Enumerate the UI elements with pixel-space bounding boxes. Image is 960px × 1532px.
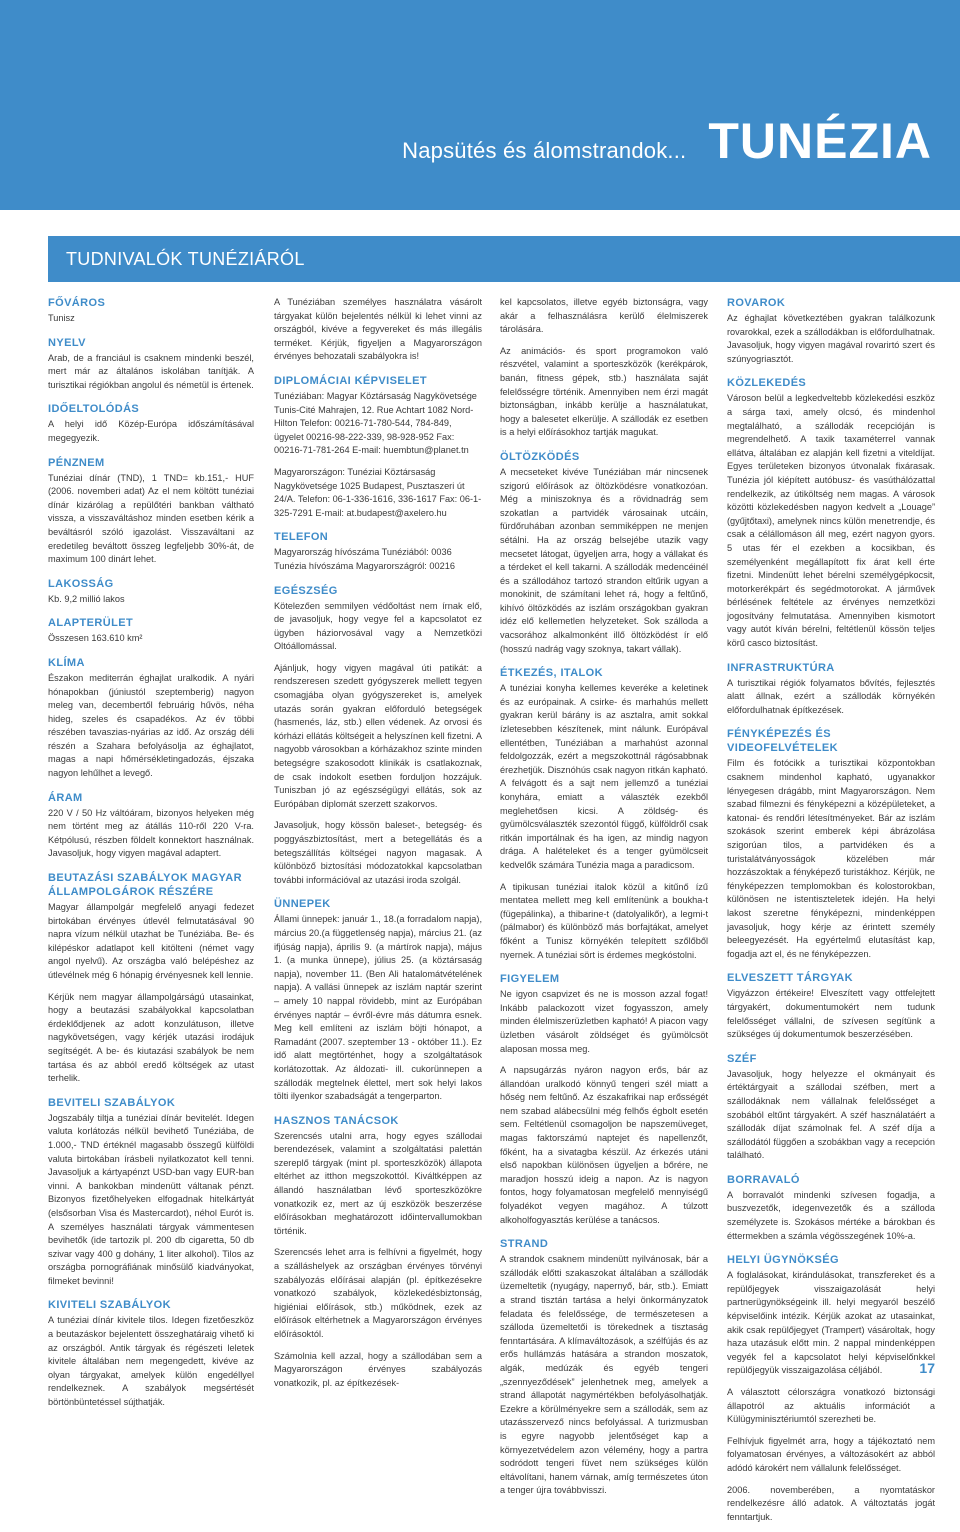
health-text-3: Javasoljuk, hogy kössön baleset-, betegség- és poggyászbiztosítást, mert a betegellátás és a betegszállítás költségei nagyon magasak. A különböző biztosítási módozatokkal kapcsolatban további információval az utazási iroda szolgál. xyxy=(274,820,482,885)
tips-heading: HASZNOS TANÁCSOK xyxy=(274,1114,399,1127)
local-agency-text-4: 2006. novemberében, a nyomtatáskor rendelkezésre álló adatok. A változtatás jogát fenntartjuk. xyxy=(727,1484,935,1522)
transport-heading: KÖZLEKEDÉS xyxy=(727,377,807,390)
attention-heading: FIGYELEM xyxy=(500,973,560,986)
banner-title xyxy=(402,112,932,170)
phone-text: Magyarország hívószáma Tunéziából: 0036 Tunézia hívószáma Magyarországról: 00216 xyxy=(274,547,455,571)
banner-tagline: Napsütés és álomstrandok... xyxy=(402,138,687,163)
animation-text: Az animációs- és sport programokon való részvétel, valamint a sporteszközök (kerékpárok, banán, fitness gépek, stb.) használata saját felelősségre történik. Amennyiben nem érzi magát biztonságban, inkább kerülje a használatukat, hogy a balesetet elkerülje. A szállodák ez esetben is a helyi előírásokhoz tartják magukat. xyxy=(500,345,708,438)
local-agency-text-1: A foglalásokat, kirándulásokat, transzfereket és a repülőjegyek visszaigazolását helyi partnerügynökségeink ill. helyi megyaról beszélő képviselőink intézik. Kérjük azokat az utasainkat, akik csak repülőjegyet (Trampert) vásároltak, hogy haza utazásuk előtt min. 2 nappal mindenképpen vegyék fel a kapcsolatot helyi képviselőnkkel repülőjegyük visszaigazolása céljából. xyxy=(727,1270,935,1376)
diplomacy-text-hungary: Magyarországon: Tunéziai Köztársaság Nagykövetsége 1025 Budapest, Pusztaszeri út 24/A. Telefon: 06-1-336-1616, 336-1617 Fax: 06-1-325-7291 E-mail: at.budapest@axelero.hu xyxy=(274,466,482,518)
column-4 xyxy=(727,296,935,1532)
insects-heading: ROVAROK xyxy=(727,297,786,309)
tips-text-1: Szerencsés utalni arra, hogy egyes szállodai berendezések, valamint a szolgáltatási palettán szereplő tárgyak (mint pl. sporteszközök) állapota eltérhet az itthon megszokottól. Kiváltképpen az állandó használatban lévő sporteszközökre vonatkozik ez, mert az új eszközök beszerzése előírásokban meghatározott időintervallumokban történik. xyxy=(274,1130,482,1236)
section-title: TUDNIVALÓK TUNÉZIÁRÓL xyxy=(66,249,305,269)
power-heading: ÁRAM xyxy=(48,791,83,804)
capital-heading: FŐVÁROS xyxy=(48,297,106,309)
transport-text: Városon belül a legkedveltebb közlekedési eszköz a sárga taxi, amely olcsó, és mindenhol megtalálható, a szállodák recepcióján is megrendelhető. A taxik taxaméterrel vannak ellátva, általában ez alapján kell fizetni a viteldíjat. Egyes területeken bizonyos útvonalak fixárasak. Tunézia jól kiépített autóbusz- és vasúthálózattal rendelkezik, az útiköltség nem magas. A városok közötti közlekedésben nagyon kedvelt a „Louage” (gyűjtőtaxi), amelynek nincs külön menetrendje, és csak a célállomáson áll meg, ezért nagyon gyors. 5 utas fér el ezekben a kocsikban, és személyenként megállapított fix árat kell érte fizetni. Mindenütt lehet bérelni személygépkocsit, motorkerékpárt és segédmotorokat. A járművek bérlésének feltétele az érvényes nemzetközi jogosítvány felmutatása. Amennyiben kismotort vagy autót kíván bérelni, feltétlenül kössön teljes körű casco biztosítást. xyxy=(727,393,935,649)
import-rules-heading: BEVITELI SZABÁLYOK xyxy=(48,1096,176,1109)
health-heading: EGÉSZSÉG xyxy=(274,584,338,597)
language-text: Arab, de a franciául is csaknem mindenki beszél, mert már az általános iskolában tanítják. A turisztikai régiókban angolul és németül is értenek. xyxy=(48,352,254,390)
dress-text: A mecseteket kivéve Tunéziában már nincsenek szigorú előírások az öltözködésre vonatkozóan. Még a miniszoknya és a rövidnadrág sem szokatlan a partvidék városainak utcáin, fürdőruhában azonban semmiképpen ne menjen sétálni. Ha az ország belsejébe utazik vagy mecsetet látogat, ügyeljen arra, hogy a vállakat és a térdeket el kell takarni. A szállodák medencéinél és a szállodához tartozó strandon eltűrik ugyan a monokinit, de számítani lehet rá, hogy a feltűnő, kihívó öltözködés az iszlám országokban gyakran idéz elő kellemetlen helyzeteket. Sok szálloda a vacsorához alkalmonként illő öltözködést ír elő (hosszú nadrág vagy szoknya, takart vállak). xyxy=(500,466,708,654)
climate-heading: KLÍMA xyxy=(48,656,85,669)
infrastructure-heading: INFRASTRUKTÚRA xyxy=(727,661,835,674)
diplomacy-text-tunisia: Tunéziában: Magyar Köztársaság Nagykövetsége Tunis-Cité Mahrajen, 12. Rue Achtart 1082 Nord-Hilton Telefon: 00216-71-780-544, 784-849, ügyelet 00216-98-222-339, 98-928-952 Fax: 00216-71-781-264 E-mail: huembtun@planet.tn xyxy=(274,390,477,456)
column-3 xyxy=(500,296,708,1506)
dress-heading: ÖLTÖZKÖDÉS xyxy=(500,450,580,463)
health-text-2: Ajánljuk, hogy vigyen magával úti patikát: a rendszeresen szedett gyógyszerek mellett tegyen csomagjába olyan gyógyszereket is, amelyek utazás során gyakran előforduló betegségek (hasmenés, láz, stb.) ellen védenek. Az orvosi és kórházi ellátás költségeit a helyszínen kell fizetni. A nagyobb városokban a kórházakhoz szinte minden betegségre szakosodott klinikák is csatlakoznak, de csak indokolt esetben forduljon hozzájuk. Tuniszban jó az egészségügyi ellátás, sok az Európában diplomát szerzett szakorvos. xyxy=(274,662,482,809)
insects-text: Az éghajlat következtében gyakran találkozunk rovarokkal, ezek a szállodákban is előfordulhatnak. Javasoljuk, hogy vigyen magával rovarirtó szert és szúnyogriasztót. xyxy=(727,313,935,364)
tipping-heading: BORRAVALÓ xyxy=(727,1173,800,1186)
import-continued-text: A Tunéziában személyes használatra vásárolt tárgyakat külön bejelentés nélkül ki lehet vinni az országból, kivéve a fegyvereket és más illegális terméket. Kérjük, figyeljen a Magyarországon érvényes behozatali szabályokra is! xyxy=(274,297,482,362)
health-text-1: Kötelezően semmilyen védőoltást nem írnak elő, de javasoljuk, hogy vegye fel a kapcsolatot ez ügyben háziorvosával vagy a Nemzetközi Oltóállomással. xyxy=(274,600,482,652)
holidays-heading: ÜNNEPEK xyxy=(274,898,331,911)
photo-text: Film és fotócikk a turisztikai központokban csaknem mindenhol kapható, ugyanakkor lényegesen drágább, mint Magyarországon. Nem szabad filmezni és fényképezni a középületeket, a katonai- és rendőri létesítményeket. Bár az iszlám szokások szerint emberek képi ábrázolása szigorúan tilos, a partvidéken és a turistalátványosságok közelében már hozzászoktak a fényképező turistákhoz. Kérjük, ne fényképezzen templomokban és kolostorokban, különösen ne istentiszteletek idején. Ha helyi lakost szeretne fényképezni, mindenképpen javasoljuk, hogy kérje az érintett személy beleegyezését. Ha egyértelmű elutasítást kap, fogadja azt el, és ne fényképezzen. xyxy=(727,758,935,959)
tips-text-3: Számolnia kell azzal, hogy a szállodában sem a Magyarországon érvényes szabályozás vonatkozik, pl. az építkezések- xyxy=(274,1350,482,1388)
currency-text: Tunéziai dínár (TND), 1 TND= kb.151,- HUF (2006. novemberi adat) Az el nem költött tunéziai dínár kizárólag a repülőtéri bankban váltható vissza, a visszaváltáshoz minden esetben kérik a beváltásról szóló igazolást. Visszaváltani az eredetileg beváltott összeg legfeljebb 30%-át, de maximum 100 dinárt lehet. xyxy=(48,472,254,565)
currency-heading: PÉNZNEM xyxy=(48,456,105,469)
beach-heading: STRAND xyxy=(500,1238,549,1251)
import-rules-text: Jogszabály tiltja a tunéziai dínár bevitelét. Idegen valuta korlátozás nélkül bevihető Tunéziába, de 1.000,- TND értéknél magasabb összegű külföldi valuta birtokában írásbeli nyilatkozatot kell tenni. Javasoljuk a kártyapénzt USD-ban vagy EUR-ban vinni. A bankokban mindenütt váltanak pénzt. Bizonyos fizetőhelyeken elfogadnak hitelkártyát (elsősorban Visa és Mastercardot), néhol Eurót is. A személyes használati tárgyak vámmentesen bevihetők (ide tartozik pl. 200 db cigaretta, 50 db szivar vagy 400 g dohány, 1 liter alkohol). Tilos az országba pornográfiának minősülő kiadványokat, filmeket bevinni! xyxy=(48,1112,254,1286)
food-text-1: A tunéziai konyha kellemes keveréke a keletinek és az európainak. A csirke- és marhahús mellett gyakran kerül bárány is az asztalra, amit sokkal ízletesebben készítenek, mint nálunk. Európával ellentétben, Tunéziában a marhahúst azonnal feldolgozzák, ezért a megszokottnál rágósabbnak érezhetjük. Disznóhús csak nagyon ritkán kapható. A felvágott és a sajt nem jellemző a tunéziai konyhára, emiatt a választék ezekből meglehetősen kicsi. A zöldség- és gyümölcsválaszték szezontól függő, külföldről csak ritkán importálnak és ha igen, az mindig nagyon drága. A halételeket és a tenger gyümölcseit kedvelők számára Tunézia maga a paradicsom. xyxy=(500,683,708,870)
entry-rules-text-1: Magyar állampolgár megfelelő anyagi fedezet birtokában érvényes útlevél felmutatásával 90 napra vízum nélkül utazhat be Tunéziába. Be- és kilépéskor adatlapot kell kitölteni (német vagy angol nyelvű). Az országba való belépéshez az útlevélnek még 6 hónapig érvényesnek kell lennie. xyxy=(48,902,254,980)
entry-rules-heading: BEUTAZÁSI SZABÁLYOK MAGYAR ÁLLAMPOLGÁROK RÉSZÉRE xyxy=(48,872,242,899)
lost-items-text: Vigyázzon értékeire! Elveszített vagy ottfelejtett tárgyakért, dokumentumokért nem tudunk felelősséget vállalni, de szívesen segítünk a szükséges új dokumentumok beszerzésében. xyxy=(727,988,935,1040)
area-text: Összesen 163.610 km² xyxy=(48,633,143,644)
page-number: 17 xyxy=(919,1360,935,1376)
entry-rules-text-2: Kérjük nem magyar állampolgárságú utasainkat, hogy a beutazási szabályokkal kapcsolatban érdeklődjenek az adott konzulátuson, illetve nagykövetségen, vagy kérjék utazási irodájuk segítségét. A be- és kiutazási szabályok be nem tartása és az abból eredő költségek az utast terhelik. xyxy=(48,991,254,1084)
export-rules-heading: KIVITELI SZABÁLYOK xyxy=(48,1299,171,1312)
local-agency-heading: HELYI ÜGYNÖKSÉG xyxy=(727,1254,839,1267)
diplomacy-heading: DIPLOMÁCIAI KÉPVISELET xyxy=(274,374,428,387)
local-agency-text-3: Felhívjuk figyelmét arra, hogy a tájékoztató nem folyamatosan érvényes, a változásokért az abból adódó károkért nem vállalunk felelősséget. xyxy=(727,1435,935,1473)
tipping-text: A borravalót mindenki szívesen fogadja, a buszvezetők, idegenvezetők és a szálloda személyzete is. Szokásos mértéke a bárokban és éttermekben a számla végösszegének 10%-a. xyxy=(727,1189,935,1241)
food-text-2: A tipikusan tunéziai italok közül a kitűnő ízű mentatea mellett meg kell említenünk a boukha-t (fügepálinka), a thibarine-t (datolyalikőr), a legmi-t (pálmabor) és különböző más borfajtákat, amelyet főként a Tunisz környékén telepített szőlőből nyernek. A tunéziai sört is érdemes megkóstolni. xyxy=(500,881,708,960)
column-1 xyxy=(48,296,254,1418)
infrastructure-text: A turisztikai régiók folyamatos bővítés, fejlesztés alatt állnak, ezért a szállodák környékén előfordulhatnak építkezések. xyxy=(727,677,935,715)
export-rules-text: A tunéziai dínár kivitele tilos. Idegen fizetőeszköz a beutazáskor bejelentett összeghatáraig vihető ki az országból. Antik tárgyak és régészeti leletek kivitele általában nem megengedett, kivéve az olyan tárgyakat, amelyek külön engedéllyel rendelkeznek. A szabályok megsértését börtönbüntetéssel sújthatják. xyxy=(48,1315,254,1408)
photo-heading: FÉNYKÉPEZÉS ÉS VIDEOFELVÉTELEK xyxy=(727,728,838,755)
timezone-heading: IDŐELTOLÓDÁS xyxy=(48,403,140,416)
banner-country: TUNÉZIA xyxy=(708,113,932,169)
area-heading: ALAPTERÜLET xyxy=(48,617,134,630)
population-heading: LAKOSSÁG xyxy=(48,577,114,590)
top-banner xyxy=(0,0,960,210)
tips-continued-text: kel kapcsolatos, illetve egyéb biztonságra, vagy akár a felhasználásra kerülő élelmiszerek tárolására. xyxy=(500,297,708,335)
capital-text: Tunisz xyxy=(48,313,75,323)
population-text: Kb. 9,2 millió lakos xyxy=(48,593,125,604)
lost-items-heading: ELVESZETT TÁRGYAK xyxy=(727,972,853,985)
safe-text: Javasoljuk, hogy helyezze el okmányait és értéktárgyait a szállodai széfben, mert a szállodáknak nem vállalnak felelősséget a szobából eltűnt tárgyakért. A széf használatáért a szállodák díjat számolnak fel. A széf díja a szállodától függően a szobákban vagy a recepción található. xyxy=(727,1068,935,1161)
beach-text: A strandok csaknem mindenütt nyilvánosak, bár a szállodák előtti szakaszokat általában a szállodák üzemeltetik (nyugágy, napernyő, bár, stb.). Emiatt a strand tisztán tartása a helyi önkormányzatok feladata és felelőssége, de természetesen a szálloda üzemeltetői is törekednek a tisztaság fenntartására. A klímaváltozások, a szélfújás és az erős hullámzás hatására a strandon moszatok, algák, medúzák és egyéb tengeri „szennyeződések” jelenhetnek meg, amelyek a strand állapotát nagymértékben befolyásolhatják. Ezekre a körülményekre sem a szállodák, sem az utazásszervező nincs befolyással. A turizmusban is egyre nagyobb jelentőséget kap a környezetvédelem azon vélemény, hogy a partra sodródott tengeri füvet nem szükséges külön eltávolítani, hanem várnak, amíg természetes úton a tenger újra továbbvisszi. xyxy=(500,1254,708,1496)
food-heading: ÉTKEZÉS, ITALOK xyxy=(500,667,603,680)
local-agency-text-2: A választott célországra vonatkozó biztonsági állapotról az aktuális információt a Külügyminisztériumtól szerezheti be. xyxy=(727,1387,935,1425)
attention-text-2: A napsugárzás nyáron nagyon erős, bár az állandóan uralkodó könnyű tengeri szél miatt a hőség nem feltűnő. Az északafrikai nap erősségét nem szabad alábecsülni még felhős égbolt esetén sem. Feltétlenül csomagoljon be napszemüveget, magas faktorszámú naptejet és napellenzőt, főként, ha a sivatagba készül. Az érkezés utáni első napokban különösen ügyeljen a bőrére, ne maradjon hosszú ideig a napon. Az is nagyon fontos, hogy folyamatosan megfelelő mennyiségű folyadékot vegyen magához. A túlzott alkoholfogyasztás kerülése a tanácsos. xyxy=(500,1065,708,1225)
timezone-text: A helyi idő Közép-Európa időszámításával megegyezik. xyxy=(48,419,254,443)
holidays-text: Állami ünnepek: január 1., 18.(a forradalom napja), március 20.(a függetlenség napja), március 21. (az ifjúság napja), április 9. (a mártírok napja), május 1. (a munka ünnepe), július 25. (a köztársaság napja), november 11. (Ben Ali hatalomátvételének napja). A vallási ünnepek az iszlám naptár szerint – amely 10 nappal rövidebb, mint az Európában érvényes naptár – évről-évre más dátumra esnek. Meg kell említeni az iszlám böjti hónapot, a Ramadánt (2007. szeptember 13 - október 11.). Ez idő alatt megtörténhet, hogy a szolgáltatások korlátozottak. Az áldozati- ill. cukorünnepen a szállodák megtelnek élettel, mert sok helyi lakos tölti ilyenkor szabadságát a tengerparton. xyxy=(274,914,482,1102)
attention-text-1: Ne igyon csapvizet és ne is mosson azzal fogat! Inkább palackozott vizet fogyasszon, amely minden élelmiszerüzletben kapható! A piacon vagy üzletben vásárolt zöldséget és gyümölcsöt alaposan mossa meg. xyxy=(500,989,708,1054)
column-2 xyxy=(274,296,482,1398)
power-text: 220 V / 50 Hz váltóáram, bizonyos helyeken még nem történt meg az átállás 110-ről 220 V-ra. Kétpólusú, részben földelt konnektort használnak. Javasoljuk, hogy vigyen magával adaptert. xyxy=(48,807,254,859)
safe-heading: SZÉF xyxy=(727,1052,757,1065)
climate-text: Északon mediterrán éghajlat uralkodik. A nyári hónapokban (júniustól szeptemberig) nagyon meleg van, decembertől februárig hűvös, néha hideg, szeles és csapadékos. Az év többi részében tavaszias-nyárias az idő. Az ország déli részén a Szahara befolyásolja az éghajlatot, magas a napi hőmérsékletingadozás, éjszaka nagyon lehűlhet a levegő. xyxy=(48,672,254,779)
language-heading: NYELV xyxy=(48,336,86,349)
section-header-bar xyxy=(48,236,960,282)
phone-heading: TELEFON xyxy=(274,531,329,544)
tips-text-2: Szerencsés lehet arra is felhívni a figyelmét, hogy a szálláshelyek az országban érvényes törvényi szabályozás előírásai alapján (pl. építkezésekre vonatkozó szabályok, közlekedésbiztonság, higiéniai előírások, stb.) működnek, ezek az előírások eltérhetnek a Magyarországon érvényes előírásoktól. xyxy=(274,1247,482,1339)
